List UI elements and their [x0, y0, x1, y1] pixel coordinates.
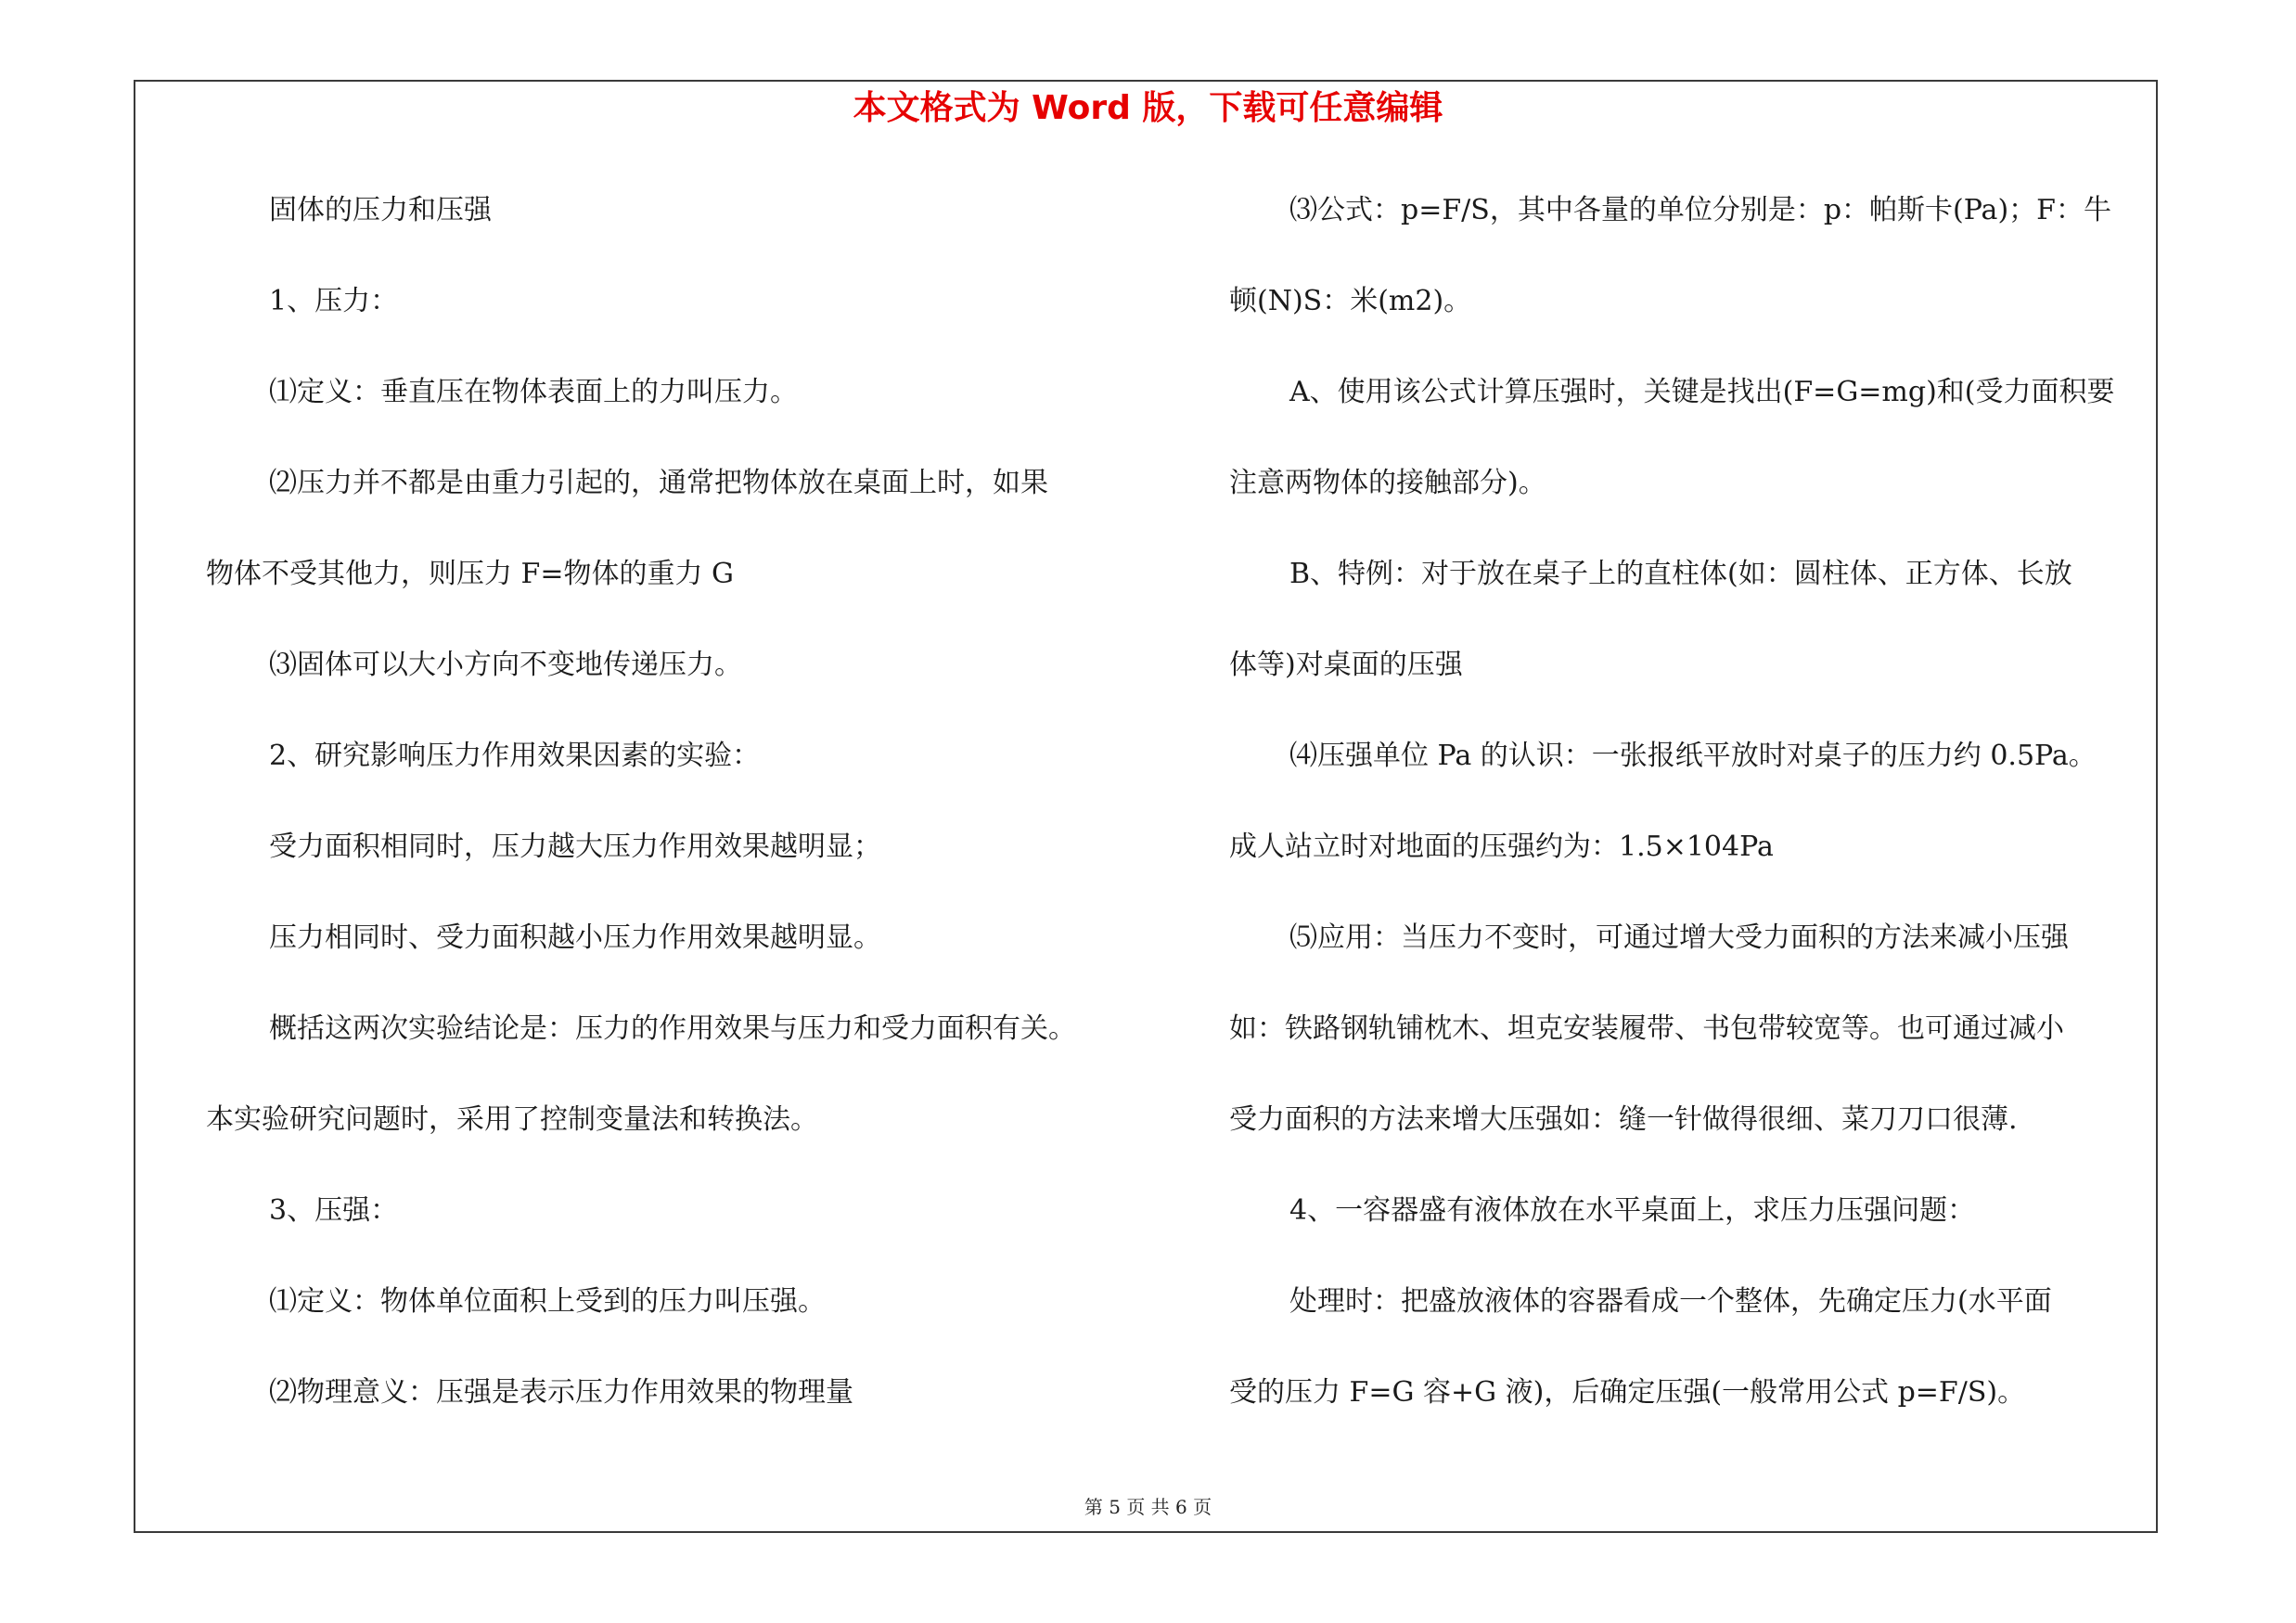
heading-pressure-force: 1、压力：: [269, 285, 399, 317]
paragraph-line: ⑴定义：物体单位面积上受到的压力叫压强。: [269, 1285, 826, 1318]
paragraph-line: 成人站立时对地面的压强约为：1.5×104Pa: [1229, 831, 1774, 863]
paragraph-line: 本实验研究问题时，采用了控制变量法和转换法。: [206, 1103, 818, 1136]
paragraph-line: ⑶固体可以大小方向不变地传递压力。: [269, 649, 742, 681]
paragraph-line: ⑸应用：当压力不变时，可通过增大受力面积的方法来减小压强: [1289, 921, 2069, 954]
paragraph-line: 受力面积的方法来增大压强如：缝一针做得很细、菜刀刀口很薄.: [1229, 1103, 2018, 1136]
paragraph-line: ⑵压力并不都是由重力引起的，通常把物体放在桌面上时，如果: [269, 467, 1048, 499]
paragraph-line: 体等)对桌面的压强: [1229, 649, 1463, 681]
paragraph-line: 如：铁路钢轨铺枕木、坦克安装履带、书包带较宽等。也可通过减小: [1229, 1012, 2064, 1045]
paragraph-line: 受的压力 F=G 容+G 液)，后确定压强(一般常用公式 p=F/S)。: [1229, 1376, 2026, 1409]
paragraph-line: A、使用该公式计算压强时，关键是找出(F=G=mg)和(受力面积要: [1289, 376, 2115, 408]
section-title: 固体的压力和压强: [269, 194, 492, 226]
paragraph-line: 注意两物体的接触部分)。: [1229, 467, 1546, 499]
paragraph-line: ⑴定义：垂直压在物体表面上的力叫压力。: [269, 376, 798, 408]
paragraph-line: ⑶公式：p=F/S，其中各量的单位分别是：p：帕斯卡(Pa)；F：牛: [1289, 194, 2111, 226]
heading-experiment: 2、研究影响压力作用效果因素的实验：: [269, 740, 761, 772]
paragraph-line: 受力面积相同时，压力越大压力作用效果越明显；: [269, 831, 881, 863]
paragraph-line: 压力相同时、受力面积越小压力作用效果越明显。: [269, 921, 881, 954]
page-number-footer: 第 5 页 共 6 页: [1084, 1496, 1212, 1518]
heading-liquid-container: 4、一容器盛有液体放在水平桌面上，求压力压强问题：: [1289, 1194, 1976, 1227]
paragraph-line: 顿(N)S：米(m2)。: [1229, 285, 1472, 317]
word-format-banner: 本文格式为 Word 版，下载可任意编辑: [853, 89, 1443, 127]
paragraph-line: 物体不受其他力，则压力 F=物体的重力 G: [206, 558, 734, 590]
paragraph-line: ⑵物理意义：压强是表示压力作用效果的物理量: [269, 1376, 853, 1409]
paragraph-line: 处理时：把盛放液体的容器看成一个整体，先确定压力(水平面: [1289, 1285, 2052, 1318]
paragraph-line: 概括这两次实验结论是：压力的作用效果与压力和受力面积有关。: [269, 1012, 1076, 1045]
paragraph-line: B、特例：对于放在桌子上的直柱体(如：圆柱体、正方体、长放: [1289, 558, 2072, 590]
paragraph-line: ⑷压强单位 Pa 的认识：一张报纸平放时对桌子的压力约 0.5Pa。: [1289, 740, 2097, 772]
heading-pressure: 3、压强：: [269, 1194, 399, 1227]
